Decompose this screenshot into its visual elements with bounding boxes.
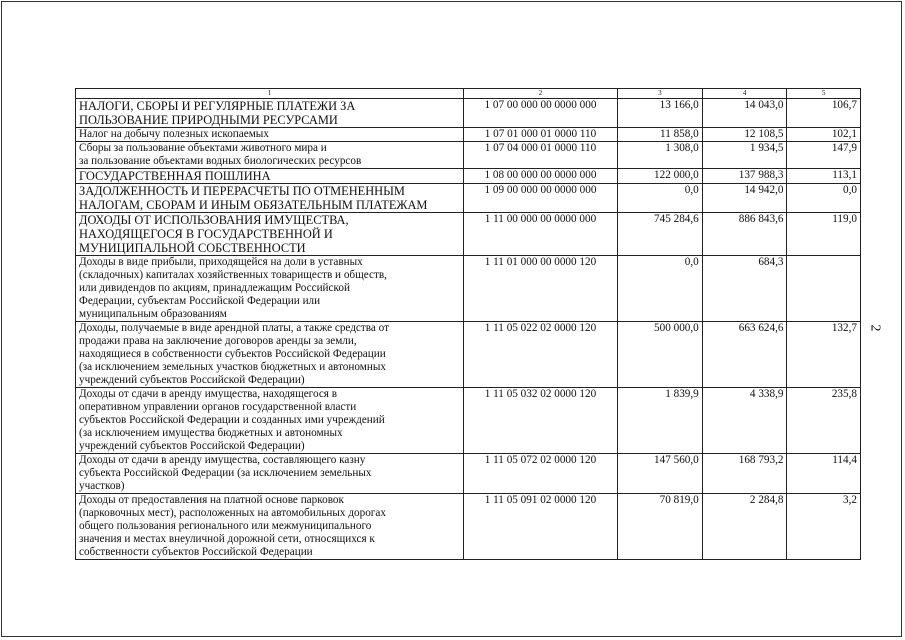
table-row: [76, 454, 861, 494]
row-code: 1 08 00 000 00 0000 000: [463, 169, 617, 184]
row-code: 1 11 05 032 02 0000 120: [463, 388, 617, 454]
row-name: ДОХОДЫ ОТ ИСПОЛЬЗОВАНИЯ ИМУЩЕСТВА, НАХОДЯЩЕГОСЯ В ГОСУДАРСТВЕННОЙ И МУНИЦИПАЛЬНОЙ СОБСТВЕННОСТИ: [76, 213, 464, 256]
row-value-col4: 14 942,0: [702, 184, 787, 213]
row-name: ГОСУДАРСТВЕННАЯ ПОШЛИНА: [76, 169, 464, 184]
row-percent: 3,2: [787, 494, 861, 560]
row-name: Доходы в виде прибыли, приходящейся на доли в уставных (складочных) капиталах хозяйственных товариществ и обществ, или дивидендов по акциям, принадлежащим Российской Федерации, субъектам Российской Федерации или муниципальным образованиям: [76, 256, 464, 322]
revenue-table: [75, 88, 861, 560]
header-col-1: 1: [76, 89, 464, 99]
table-row: [76, 142, 861, 169]
row-code: 1 11 05 091 02 0000 120: [463, 494, 617, 560]
row-value-col4: 663 624,6: [702, 322, 787, 388]
row-value-col4: 14 043,0: [702, 99, 787, 128]
header-col-2: 2: [463, 89, 617, 99]
row-code: 1 11 01 000 00 0000 120: [463, 256, 617, 322]
row-percent: 132,7: [787, 322, 861, 388]
header-col-4: 4: [702, 89, 787, 99]
row-value-col3: 147 560,0: [618, 454, 703, 494]
row-name: Доходы от сдачи в аренду имущества, составляющего казну субъекта Российской Федерации (за исключением земельных участков): [76, 454, 464, 494]
row-value-col3: 1 839,9: [618, 388, 703, 454]
row-percent: 119,0: [787, 213, 861, 256]
row-code: 1 11 00 000 00 0000 000: [463, 213, 617, 256]
row-value-col3: 11 858,0: [618, 128, 703, 142]
table-row: [76, 184, 861, 213]
row-code: 1 11 05 022 02 0000 120: [463, 322, 617, 388]
row-name: ЗАДОЛЖЕННОСТЬ И ПЕРЕРАСЧЕТЫ ПО ОТМЕНЕННЫМ НАЛОГАМ, СБОРАМ И ИНЫМ ОБЯЗАТЕЛЬНЫМ ПЛАТЕЖАМ: [76, 184, 464, 213]
row-name: Доходы от предоставления на платной основе парковок (парковочных мест), расположенных на автомобильных дорогах общего пользования регионального или межмуниципального значения и местах внеуличной дорожной сети, относящихся к собственности субъектов Российской Федерации: [76, 494, 464, 560]
row-percent: 147,9: [787, 142, 861, 169]
row-code: 1 07 00 000 00 0000 000: [463, 99, 617, 128]
table-body: [76, 99, 861, 560]
table-row: [76, 256, 861, 322]
table-row: [76, 169, 861, 184]
header-row: [76, 89, 861, 99]
row-value-col3: 70 819,0: [618, 494, 703, 560]
row-value-col3: 0,0: [618, 256, 703, 322]
header-col-3: 3: [618, 89, 703, 99]
row-value-col4: 4 338,9: [702, 388, 787, 454]
row-percent: 235,8: [787, 388, 861, 454]
row-code: 1 07 04 000 01 0000 110: [463, 142, 617, 169]
row-value-col4: 12 108,5: [702, 128, 787, 142]
table-row: [76, 388, 861, 454]
row-value-col4: 168 793,2: [702, 454, 787, 494]
row-value-col3: 122 000,0: [618, 169, 703, 184]
table-row: [76, 99, 861, 128]
row-value-col3: 13 166,0: [618, 99, 703, 128]
page-number: 2: [867, 324, 883, 332]
table-row: [76, 322, 861, 388]
table-row: [76, 213, 861, 256]
table-row: [76, 128, 861, 142]
row-name: Налог на добычу полезных ископаемых: [76, 128, 464, 142]
row-percent: 114,4: [787, 454, 861, 494]
row-value-col4: 2 284,8: [702, 494, 787, 560]
row-code: 1 09 00 000 00 0000 000: [463, 184, 617, 213]
row-percent: 102,1: [787, 128, 861, 142]
row-code: 1 11 05 072 02 0000 120: [463, 454, 617, 494]
row-value-col4: 1 934,5: [702, 142, 787, 169]
row-value-col3: 0,0: [618, 184, 703, 213]
table-row: [76, 494, 861, 560]
row-name: Доходы от сдачи в аренду имущества, находящегося в оперативном управлении органов государственной власти субъектов Российской Федерации и созданных ими учреждений (за исключением имущества бюджетных и автономных учреждений субъектов Российской Федерации): [76, 388, 464, 454]
row-name: Доходы, получаемые в виде арендной платы, а также средства от продажи права на заключение договоров аренды за земли, находящиеся в собственности субъектов Российской Федерации (за исключением земельных участков бюджетных и автономных учреждений субъектов Российской Федерации): [76, 322, 464, 388]
row-value-col4: 137 988,3: [702, 169, 787, 184]
row-percent: 113,1: [787, 169, 861, 184]
row-name: Сборы за пользование объектами животного мира и за пользование объектами водных биологических ресурсов: [76, 142, 464, 169]
row-percent: 106,7: [787, 99, 861, 128]
row-percent: [787, 256, 861, 322]
row-value-col3: 1 308,0: [618, 142, 703, 169]
row-percent: 0,0: [787, 184, 861, 213]
header-col-5: 5: [787, 89, 861, 99]
row-name: НАЛОГИ, СБОРЫ И РЕГУЛЯРНЫЕ ПЛАТЕЖИ ЗА ПОЛЬЗОВАНИЕ ПРИРОДНЫМИ РЕСУРСАМИ: [76, 99, 464, 128]
row-value-col4: 886 843,6: [702, 213, 787, 256]
row-value-col3: 500 000,0: [618, 322, 703, 388]
row-value-col4: 684,3: [702, 256, 787, 322]
row-code: 1 07 01 000 01 0000 110: [463, 128, 617, 142]
row-value-col3: 745 284,6: [618, 213, 703, 256]
